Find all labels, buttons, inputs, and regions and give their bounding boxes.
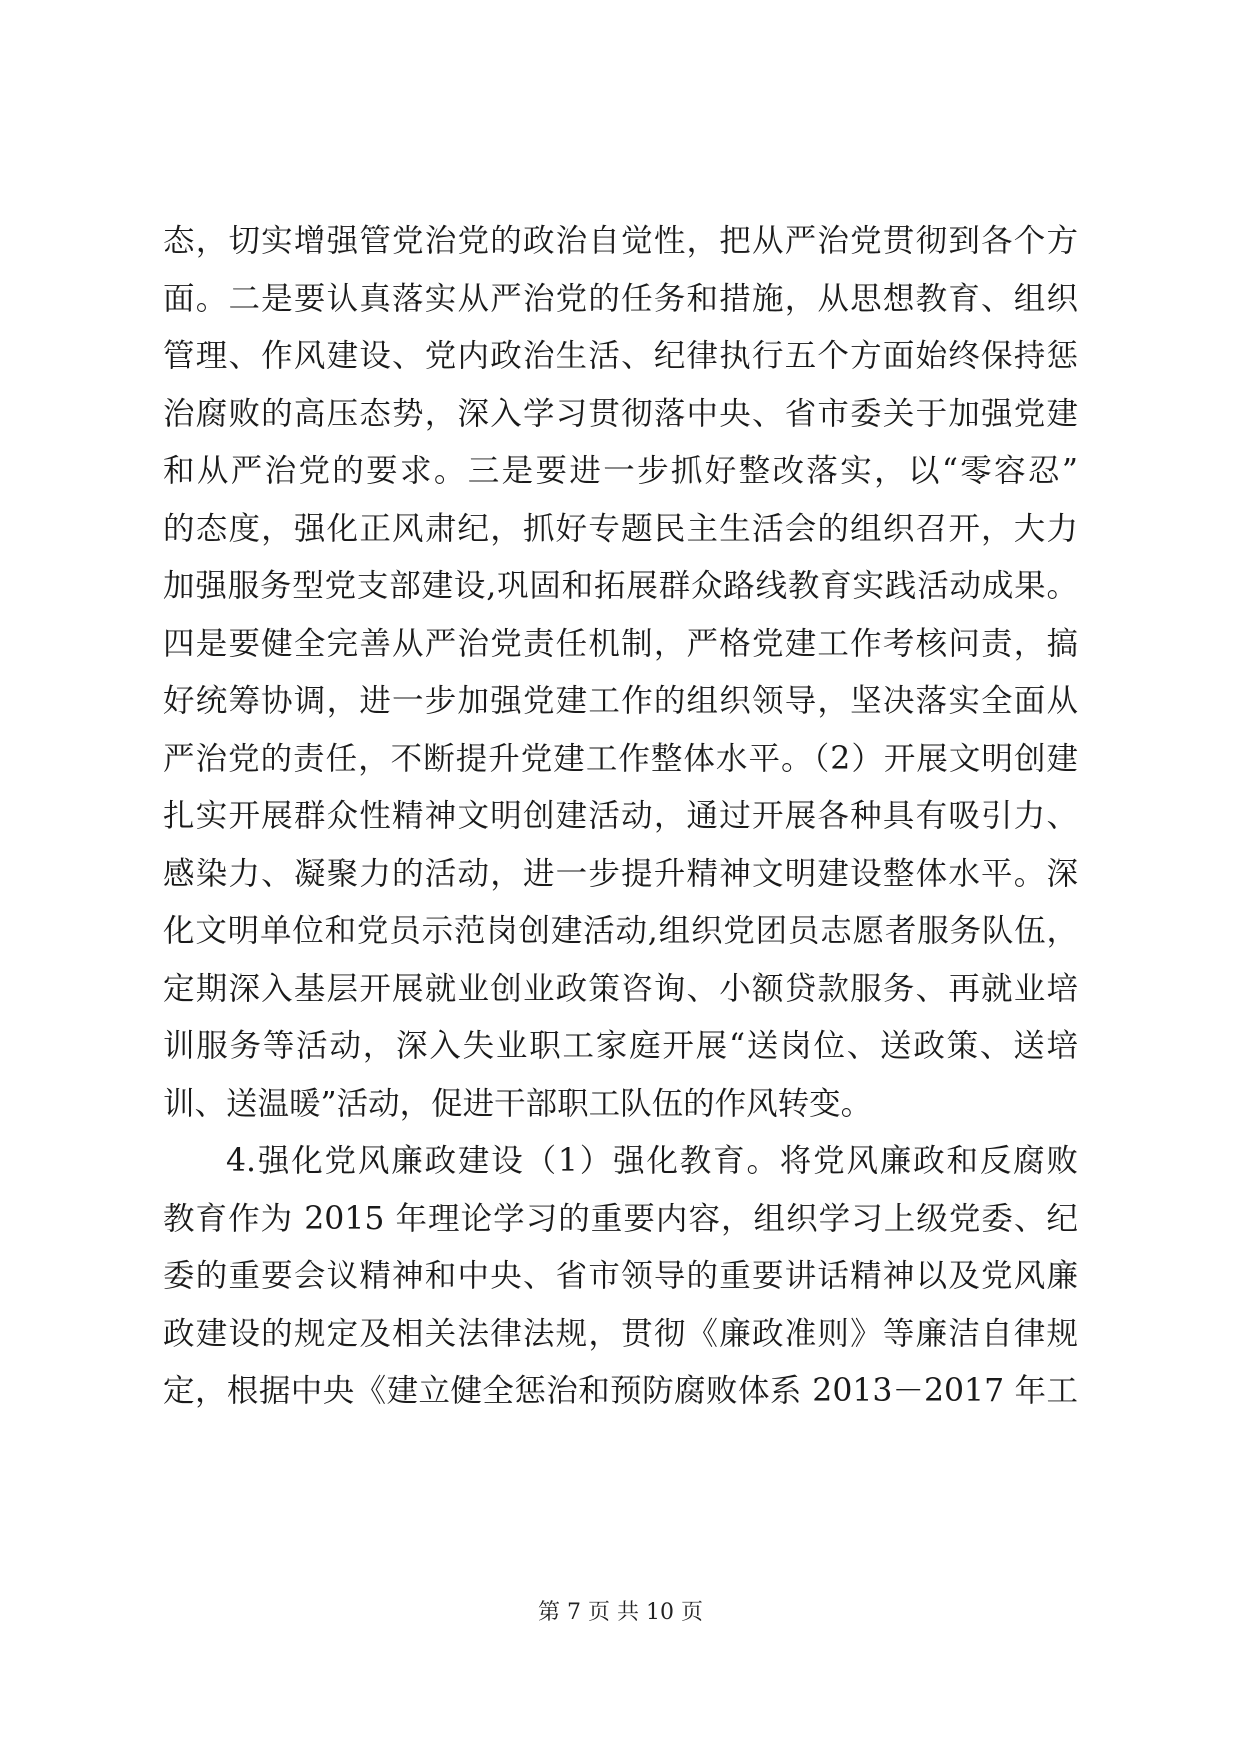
body-text-line: 政建设的规定及相关法律法规，贯彻《廉政准则》等廉洁自律规 [163,1316,1078,1352]
body-text-line: 严治党的责任，不断提升党建工作整体水平。（2）开展文明创建 [163,741,1078,777]
body-text-line: 四是要健全完善从严治党责任机制，严格党建工作考核问责，搞 [163,626,1078,662]
body-text-line: 扎实开展群众性精神文明创建活动，通过开展各种具有吸引力、 [163,798,1078,834]
body-text-line: 管理、作风建设、党内政治生活、纪律执行五个方面始终保持惩 [163,338,1078,374]
body-text-line: 的态度，强化正风肃纪，抓好专题民主生活会的组织召开，大力 [163,511,1078,547]
body-text-line: 和从严治党的要求。三是要进一步抓好整改落实，以“零容忍” [163,453,1078,489]
body-text-line: 治腐败的高压态势，深入学习贯彻落中央、省市委关于加强党建 [163,396,1078,432]
body-text-line: 训服务等活动，深入失业职工家庭开展“送岗位、送政策、送培 [163,1028,1078,1064]
body-text-line: 定，根据中央《建立健全惩治和预防腐败体系 2013－2017 年工 [163,1373,1078,1409]
body-text-line: 训、送温暖”活动，促进干部职工队伍的作风转变。 [163,1086,873,1122]
body-text-line: 定期深入基层开展就业创业政策咨询、小额贷款服务、再就业培 [163,971,1078,1007]
body-text-line: 教育作为 2015 年理论学习的重要内容，组织学习上级党委、纪 [163,1201,1078,1237]
page-number-footer: 第 7 页 共 10 页 [538,1600,703,1625]
body-text-line: 加强服务型党支部建设,巩固和拓展群众路线教育实践活动成果。 [163,568,1078,604]
body-text-line: 委的重要会议精神和中央、省市领导的重要讲话精神以及党风廉 [163,1258,1078,1294]
body-text-line: 感染力、凝聚力的活动，进一步提升精神文明建设整体水平。深 [163,856,1078,892]
body-text-line: 化文明单位和党员示范岗创建活动,组织党团员志愿者服务队伍， [163,913,1078,949]
body-text-line: 态，切实增强管党治党的政治自觉性，把从严治党贯彻到各个方 [163,223,1078,259]
body-text-line: 好统筹协调，进一步加强党建工作的组织领导，坚决落实全面从 [163,683,1078,719]
body-text-line: 面。二是要认真落实从严治党的任务和措施，从思想教育、组织 [163,281,1078,317]
paragraph-first-line: 4.强化党风廉政建设（1）强化教育。将党风廉政和反腐败 [226,1143,1078,1179]
